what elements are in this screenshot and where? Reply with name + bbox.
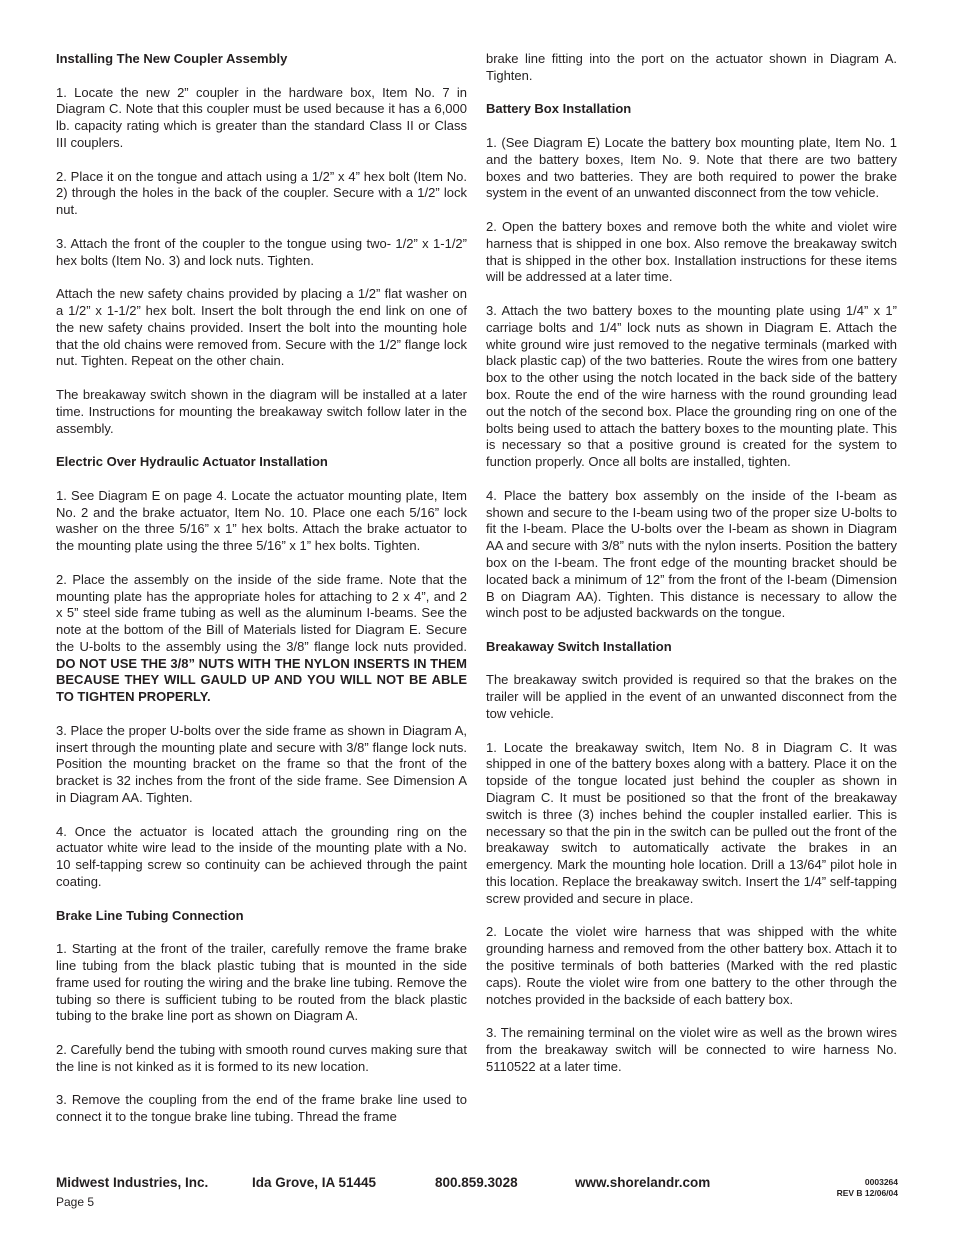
actuator-step-1: 1. See Diagram E on page 4. Locate the actuator mounting plate, Item No. 2 and the brake actuator, Item No. 10. Place one each 5/16” lock washer on the three 5/16” x 1” hex bolts. Attach the brake actuator to the mounting plate using the three 5/16” x 1” hex bolts. Tighten. — [56, 487, 467, 554]
brake-line-step-3-continued: brake line fitting into the port on the actuator shown in Diagram A. Tighten. — [486, 51, 897, 83]
breakaway-intro: The breakaway switch provided is required so that the brakes on the trailer will be applied in the event of an unwanted disconnect from the tow vehicle. — [486, 672, 897, 722]
battery-step-4: 4. Place the battery box assembly on the inside of the I-beam as shown and secure to the I-beam using two of the proper size U-bolts to fit the I-beam. Place the U-bolts over the I-beam as shown in Diagram AA and secure with 3/8” nuts with the nylon inserts. Position the battery box on the I-beam. The front edge of the mounting bracket should be located back a minimum of 12” from the front of the I-beam (Dimension B on Diagram AA). Tighten. This distance is necessary to allow the winch post to be adjusted backwards on the tongue. — [486, 487, 897, 621]
page-footer — [56, 1173, 898, 1213]
coupler-step-3: 3. Attach the front of the coupler to the tongue using two- 1/2” x 1-1/2” hex bolts (Item No. 3) and lock nuts. Tighten. — [56, 235, 467, 268]
breakaway-step-2: 2. Locate the violet wire harness that was shipped with the white grounding harness and removed from the other battery box. Attach it to the positive terminals of both batteries (Marked with the red plastic caps). Route the violet wire from one battery to the other through the notches provided in the backside of each battery box. — [486, 924, 897, 1007]
battery-step-1: 1. (See Diagram E) Locate the battery box mounting plate, Item No. 1 and the battery boxes, Item No. 9. Note that there are two battery boxes and two batteries. They are both required to power the brake system in the event of an unwanted disconnect from the tow vehicle. — [486, 134, 897, 201]
coupler-heading: Installing The New Coupler Assembly — [56, 51, 288, 66]
actuator-step-4: 4. Once the actuator is located attach the grounding ring on the actuator white wire lead to the inside of the mounting plate with a No. 10 self-tapping screw so continuity can be achieved through the paint coating. — [56, 823, 467, 890]
document-id — [837, 1177, 898, 1199]
safety-chains-paragraph: Attach the new safety chains provided by placing a 1/2” flat washer on a 1/2” x 1-1/2” hex bolt. Insert the bolt through the end link on one of the new safety chains provided. Insert the bolt into the mounting hole that the old chains were removed from. Secure with the 1/2” flange lock nut. Tighten. Repeat on the other chain. — [56, 286, 467, 369]
battery-box-heading: Battery Box Installation — [486, 101, 632, 117]
footer-company: Midwest Industries, Inc. — [56, 1175, 209, 1190]
left-column — [56, 51, 467, 1143]
right-column — [486, 51, 897, 1092]
brake-line-heading: Brake Line Tubing Connection — [56, 907, 244, 923]
footer-city: Ida Grove, IA 51445 — [252, 1175, 377, 1190]
doc-revision: REV B 12/06/04 — [836, 1188, 898, 1198]
breakaway-step-3: 3. The remaining terminal on the violet wire as well as the brown wires from the breakaway switch will be connected to wire harness No. 5110522 at a later time. — [486, 1025, 897, 1074]
battery-step-2: 2. Open the battery boxes and remove both the white and violet wire harness that is shipped in one box. Also remove the breakaway switch that is shipped in the other box. Installation instructions for these items will be addressed at a later time. — [486, 218, 897, 285]
coupler-step-1: 1. Locate the new 2” coupler in the hardware box, Item No. 7 in Diagram C. Note that this coupler must be used because it has a 6,000 lb. capacity rating which is greater than the standard Class II or Class III couplers. — [56, 84, 467, 150]
brake-line-step-2: 2. Carefully bend the tubing with smooth round curves making sure that the line is not kinked as it is formed to its new location. — [56, 1042, 467, 1074]
breakaway-heading: Breakaway Switch Installation — [486, 638, 672, 654]
doc-number: 0003264 — [864, 1177, 898, 1187]
nylon-nut-warning: DO NOT USE THE 3/8” NUTS WITH THE NYLON INSERTS IN THEM BECAUSE THEY WILL GAULD UP AND YOU WILL NOT BE ABLE TO TIGHTEN PROPERLY. — [56, 655, 467, 705]
brake-line-step-3: 3. Remove the coupling from the end of the frame brake line used to connect it to the tongue brake line tubing. Thread the frame — [56, 1092, 467, 1125]
actuator-step-2 — [56, 572, 467, 706]
actuator-heading: Electric Over Hydraulic Actuator Installation — [56, 454, 328, 470]
breakaway-step-1: 1. Locate the breakaway switch, Item No. 8 in Diagram C. It was shipped in one of the battery boxes along with a battery. Place it on the topside of the tongue located just behind the coupler as shown in Diagram C. It must be positioned so that the front of the breakaway switch is three (3) inches behind the coupler installed earlier. This is necessary so that the pin in the switch can be pulled out the front of the breakaway switch to automatically activate the brakes in an emergency. Mark the mounting hole location. Drill a 13/64” pilot hole in this location. Replace the breakaway switch. Insert the 1/4” self-tapping screw provided and secure in place. — [486, 739, 897, 906]
coupler-step-2: 2. Place it on the tongue and attach using a 1/2” x 4” hex bolt (Item No. 2) through the holes in the back of the coupler. Secure with a 1/2” lock nut. — [56, 168, 467, 218]
page-number: Page 5 — [56, 1195, 95, 1209]
actuator-step-2-text: 2. Place the assembly on the inside of the side frame. Note that the mounting plate has the appropriate holes for attaching to 2 x 4”, and 2 x 5” steel side frame tubing as well as the aluminum I-beams. See the note at the bottom of the Bill of Materials listed for Diagram E. Secure the U-bolts to the assembly using the 3/8” flange lock nuts provided. — [56, 571, 467, 654]
actuator-step-3: 3. Place the proper U-bolts over the side frame as shown in Diagram A, insert through the mounting plate and secure with 3/8” flange lock nuts. Position the mounting bracket on the frame so that the front of the bracket is 32 inches from the front of the side frame. See Dimension A in Diagram AA. Tighten. — [56, 722, 467, 806]
brake-line-step-1: 1. Starting at the front of the trailer, carefully remove the frame brake line tubing from the black plastic tubing that is mounted in the side frame used for routing the wiring and the brake line tubing. Remove the tubing so there is sufficient tubing to be routed from the black plastic tubing to the brake line port as shown on Diagram A. — [56, 941, 467, 1024]
footer-phone: 800.859.3028 — [435, 1175, 518, 1190]
footer-website: www.shorelandr.com — [575, 1175, 711, 1190]
battery-step-3: 3. Attach the two battery boxes to the mounting plate using 1/4” x 1” carriage bolts and 1/4” lock nuts as shown in Diagram E. Attach the white ground wire just removed to the negative terminals (marked with black plastic cap) of the two batteries. Route the wires from one battery box to the other using the notch located in the back side of the battery box. Route the end of the wire harness with the round grounding lead out the notch of the second box. Place the grounding ring on one of the bolts being used to attach the battery boxes to the mounting plate. This is necessary so that a positive ground is created for the system to function properly. Once all bolts are installed, tighten. — [486, 302, 897, 470]
breakaway-note-paragraph: The breakaway switch shown in the diagram will be installed at a later time. Instructions for mounting the breakaway switch follow later in the assembly. — [56, 386, 467, 436]
